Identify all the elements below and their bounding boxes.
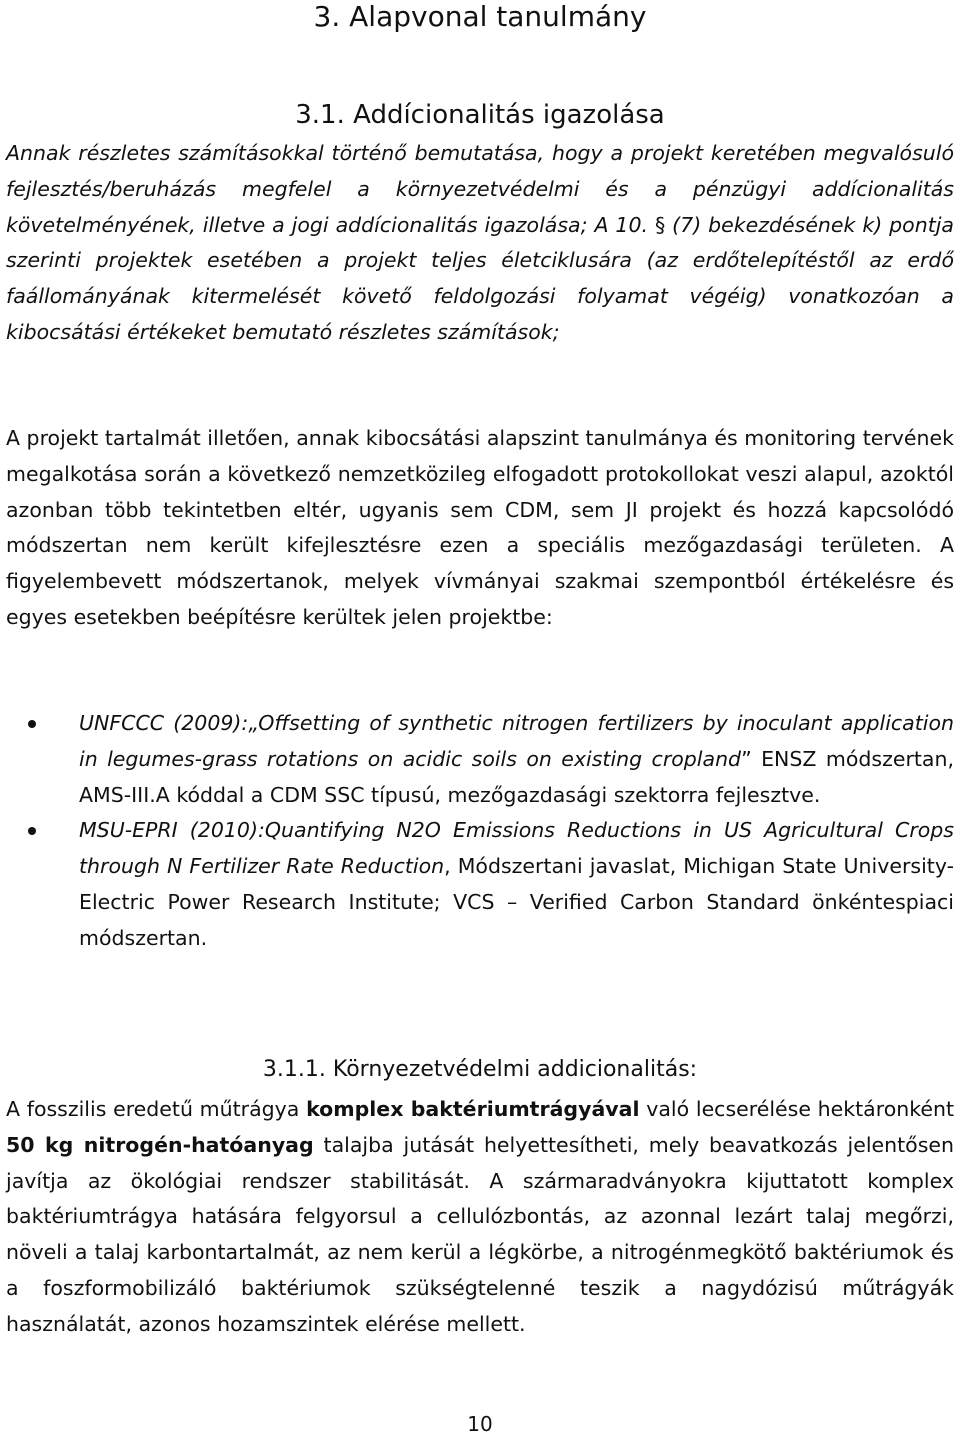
section-sign: § <box>654 212 666 237</box>
chapter-title: 3. Alapvonal tanulmány <box>313 0 647 33</box>
intro-text <box>6 136 954 351</box>
env-text-3: talajba jutását helyettesítheti, mely beavatkozás jelentősen javítja az ökológiai rendszer stabilitását. A szármaradványokra kijuttatott komplex baktériumtrágya hatására felgyorsul a cellulózbontás, az azonnal lezárt talaj megőrzi, növeli a talaj karbontartalmát, az nem kerül a légkörbe, a nitrogénmegkötő baktériumok és a foszformobilizáló baktériumok szükségtelenné teszik a nagydózisú műtrágyák használatát, azonos hozamszintek elérése mellett. <box>6 1132 954 1336</box>
methodology-list <box>6 706 954 957</box>
list-item <box>6 706 954 813</box>
subsection-title: 3.1.1. Környezetvédelmi addicionalitás: <box>262 1057 698 1082</box>
list-item-text <box>79 813 954 956</box>
list-item-title: UNFCCC (2009):„Offsetting of synthetic nitrogen fertilizers by inoculant application in legumes-grass rotations on acidic soils on existing cropland <box>79 711 954 771</box>
intro-paragraph <box>6 136 954 351</box>
environmental-paragraph <box>6 1092 954 1343</box>
list-item-description: ” ENSZ módszertan, AMS-III.A kóddal a CDM SSC típusú, mezőgazdasági szektorra fejlesztve. <box>79 746 954 807</box>
list-item-title: MSU-EPRI (2010):Quantifying N2O Emissions Reductions in US Agricultural Crops through N Fertilizer Rate Reduction <box>79 818 954 879</box>
env-bold-2: 50 kg nitrogén-hatóanyag <box>6 1132 314 1157</box>
list-item <box>6 813 954 956</box>
intro-text-part-b: (7) bekezdésének k) pontja szerinti projektek esetében a projekt teljes életciklusára (az erdőtelepítéstől az erdő faállományának kitermelését követő feldolgozási folyamat végéig) vonatkozóan a kibocsátási értékeket bemutató részletes számítások; <box>6 212 954 344</box>
env-bold-1: komplex baktériumtrágyával <box>306 1097 640 1121</box>
methodology-text: A projekt tartalmát illetően, annak kibocsátási alapszint tanulmánya és monitoring tervének megalkotása során a következő nemzetközileg elfogadott protokollokat veszi alapul, azoktól azonban több tekintetben eltér, ugyanis sem CDM, sem JI projekt és hozzá kapcsolódó módszertan nem került kifejlesztésre ezen a speciális mezőgazdasági területen. A figyelembevett módszertanok, melyek vívmányai szakmai szempontból értékelésre és egyes esetekben beépítésre kerültek jelen projektbe: <box>6 426 954 629</box>
environmental-text <box>6 1092 954 1343</box>
list-item-text <box>79 706 954 813</box>
intro-text-part-a: Annak részletes számításokkal történő bemutatása, hogy a projekt keretében megvalósuló fejlesztés/beruházás megfelel a környezetvédelmi és a pénzügyi addícionalitás követelményének, illetve a jogi addícionalitás igazolása; A 10. <box>6 141 954 237</box>
env-text-2: való lecserélése hektáronként <box>639 1097 955 1121</box>
methodology-paragraph <box>6 421 954 636</box>
page-number: 10 <box>467 1412 493 1436</box>
bullet-icon <box>28 720 36 728</box>
section-title: 3.1. Addícionalitás igazolása <box>295 100 665 130</box>
bullet-icon <box>28 827 36 835</box>
env-text-1: A fosszilis eredetű műtrágya <box>6 1097 307 1121</box>
list-item-description: , Módszertani javaslat, Michigan State University-Electric Power Research Institute; VCS – Verified Carbon Standard önkéntespiaci módszertan. <box>79 854 954 950</box>
